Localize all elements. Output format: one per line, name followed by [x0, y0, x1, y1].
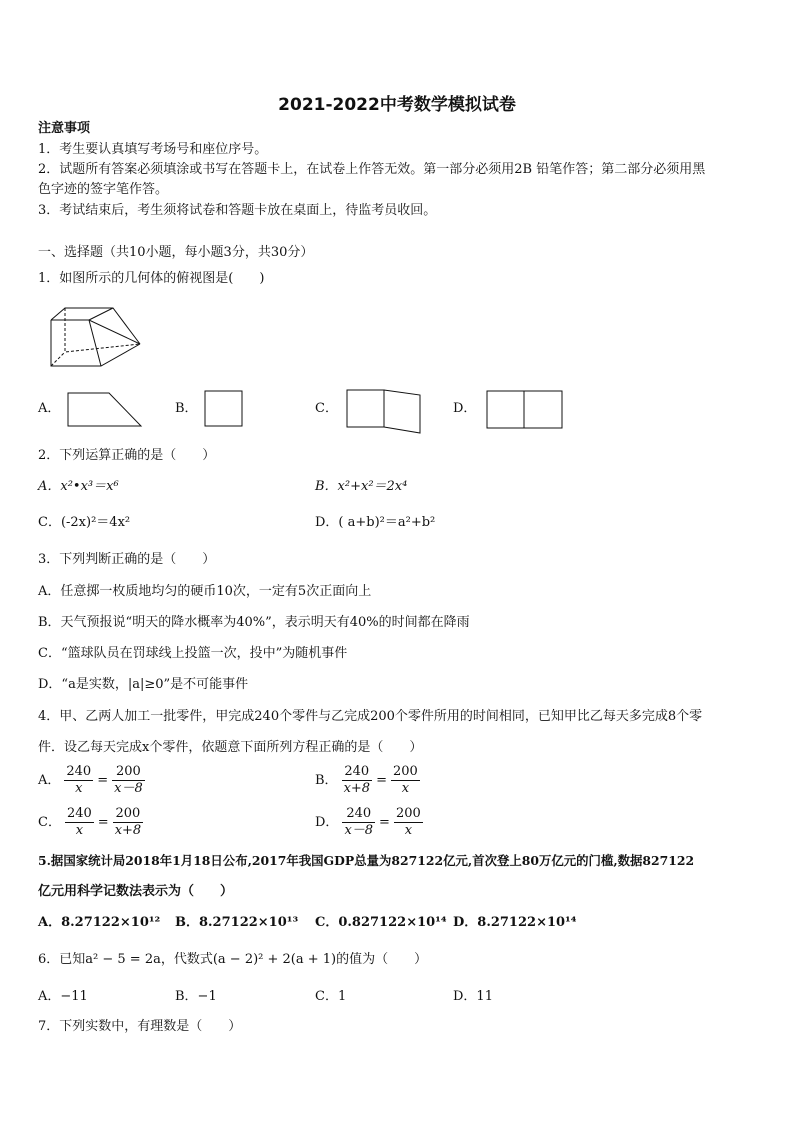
q1-option-d-label: D． — [453, 401, 477, 416]
q1-solid-figure — [48, 306, 144, 370]
fraction: $\frac{240}{x}$ — [66, 764, 92, 796]
q2-option-a: A．x²•x³＝x⁶ — [38, 479, 119, 494]
q4-option-a: A． $\frac{240}{x}$ = $\frac{200}{x-8}$ — [38, 764, 143, 796]
fraction: $\frac{240}{x}$ — [66, 806, 92, 838]
q3-stem: 3．下列判断正确的是（ ） — [38, 552, 216, 567]
q7-stem: 7．下列实数中，有理数是（ ） — [38, 1019, 242, 1034]
q6-option-d: D．11 — [453, 989, 493, 1004]
notice-heading: 注意事项 — [38, 121, 91, 136]
q1-option-a-trapezoid — [67, 392, 143, 428]
page-title: 2021-2022中考数学模拟试卷 — [278, 95, 516, 115]
q4-option-b: B． $\frac{240}{x+8}$ = $\frac{200}{x}$ — [315, 764, 418, 796]
q1-option-c-label: C． — [315, 401, 338, 416]
q4-stem-line2: 件．设乙每天完成x个零件，依题意下面所列方程正确的是（ ） — [38, 740, 423, 755]
q1-stem: 1．如图所示的几何体的俯视图是( ) — [38, 271, 265, 286]
fraction: $\frac{200}{x}$ — [392, 764, 418, 796]
q4-option-c-label: C． — [38, 814, 61, 830]
q4-option-d-label: D． — [315, 814, 339, 830]
q1-option-d-figure — [486, 390, 564, 430]
q4-option-d: D． $\frac{240}{x-8}$ = $\frac{200}{x}$ — [315, 806, 421, 838]
notice-item-1: 1．考生要认真填写考场号和座位序号。 — [38, 142, 268, 157]
q5-stem-line2: 亿元用科学记数法表示为（ ） — [38, 884, 234, 899]
section-heading: 一、选择题（共10小题，每小题3分，共30分） — [38, 245, 314, 260]
q5-option-a: A．8.27122×10¹² — [38, 915, 161, 930]
q2-stem: 2．下列运算正确的是（ ） — [38, 448, 216, 463]
q4-option-b-label: B． — [315, 772, 338, 788]
notice-item-3: 3．考试结束后，考生须将试卷和答题卡放在桌面上，待监考员收回。 — [38, 203, 437, 218]
notice-item-2-cont: 色字迹的签字笔作答。 — [38, 182, 169, 197]
q6-stem: 6．已知a² − 5 = 2a，代数式(a − 2)² + 2(a + 1)的值为（ ） — [38, 952, 428, 967]
fraction: $\frac{200}{x}$ — [395, 806, 421, 838]
q2-option-d: D．( a+b)²＝a²+b² — [315, 515, 436, 530]
q3-option-b: B．天气预报说“明天的降水概率为40%”，表示明天有40%的时间都在降雨 — [38, 615, 470, 630]
q1-option-b-label: B． — [175, 401, 198, 416]
q4-stem-line1: 4．甲、乙两人加工一批零件，甲完成240个零件与乙完成200个零件所用的时间相同，已知甲比乙每天多完成8个零 — [38, 709, 703, 724]
q5-stem-line1: 5.据国家统计局2018年1月18日公布,2017年我国GDP总量为827122亿元,首次登上80万亿元的门槛,数据827122 — [38, 853, 695, 868]
q3-option-a: A．任意掷一枚质地均匀的硬币10次，一定有5次正面向上 — [38, 584, 372, 599]
q5-option-b: B．8.27122×10¹³ — [175, 915, 299, 930]
notice-item-2: 2．试题所有答案必须填涂或书写在答题卡上，在试卷上作答无效。第一部分必须用2B 铅笔作答；第二部分必须用黑 — [38, 162, 706, 177]
q2-option-c: C．(-2x)²＝4x² — [38, 515, 131, 530]
q2-option-b: B．x²+x²＝2x⁴ — [315, 479, 408, 494]
fraction: $\frac{200}{x-8}$ — [114, 764, 143, 796]
q6-option-b: B．−1 — [175, 989, 217, 1004]
q4-option-c: C． $\frac{240}{x}$ = $\frac{200}{x+8}$ — [38, 806, 142, 838]
q3-option-d: D．“a是实数，|a|≥0”是不可能事件 — [38, 677, 249, 692]
fraction: $\frac{200}{x+8}$ — [114, 806, 142, 838]
q1-option-b-square — [204, 390, 244, 428]
q5-option-c: C．0.827122×10¹⁴ — [315, 915, 447, 930]
q3-option-c: C．“篮球队员在罚球线上投篮一次，投中”为随机事件 — [38, 646, 348, 661]
q1-option-a-label: A． — [38, 401, 61, 416]
q6-option-c: C．1 — [315, 989, 347, 1004]
q1-option-c-figure — [346, 388, 424, 436]
q4-option-a-label: A． — [38, 772, 61, 788]
fraction: $\frac{240}{x-8}$ — [344, 806, 374, 838]
q5-option-d: D．8.27122×10¹⁴ — [453, 915, 577, 930]
fraction: $\frac{240}{x+8}$ — [343, 764, 371, 796]
q6-option-a: A．−11 — [38, 989, 88, 1004]
